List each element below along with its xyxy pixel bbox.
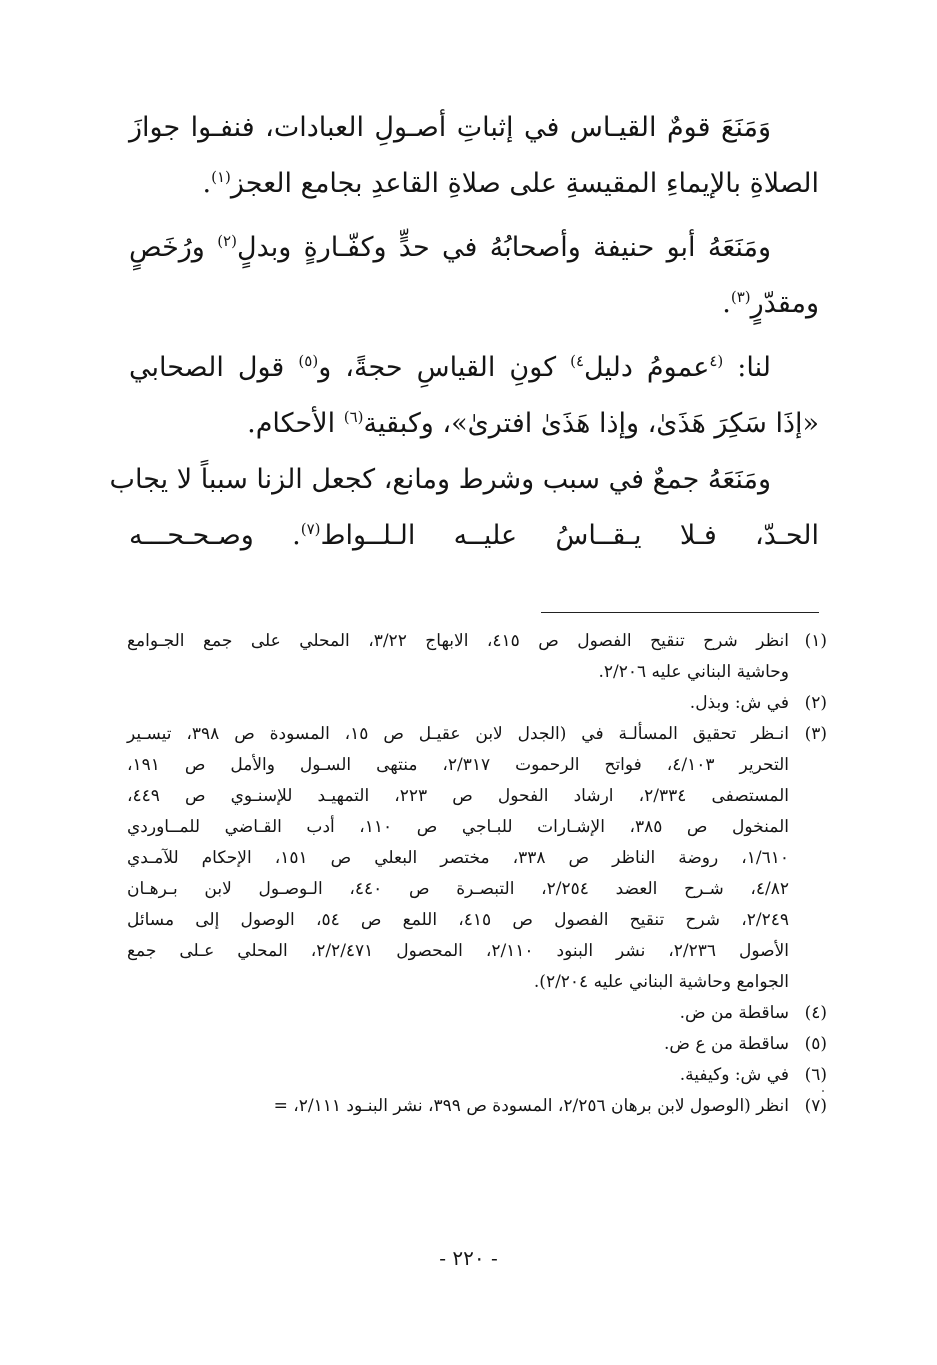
text-run: الحـدّ، فـلا يـقــاسُ عليــه الـلــواط [320, 520, 819, 551]
text-run: . [722, 288, 731, 319]
footnote-ref: (٣) [730, 288, 751, 306]
footnote-text [127, 626, 789, 688]
footnote-line: انـظر تحقيق المسألـة في (الجدل لابن عقيـل ص ١٥، المسودة ص ٣٩٨، تيسـير [127, 724, 789, 744]
footnote [127, 719, 827, 998]
footnote [127, 1060, 827, 1091]
footnote-line: انظر (الوصول لابن برهان ٢/٢٥٦، المسودة ص ٣٩٩، نشر البنـود ٢/١١١، = [273, 1096, 789, 1116]
footnotes [127, 626, 827, 1122]
text-run: . [202, 168, 212, 199]
footnote-text [127, 719, 789, 998]
paragraph-2-line-2 [129, 276, 819, 332]
text-run: الصلاةِ بالإيماءِ المقيسةِ على صلاةِ القاعدِ بجامع العجز [230, 168, 819, 199]
paragraph-1-line-2 [129, 156, 819, 212]
footnote-number: (٣) [804, 724, 827, 744]
footnote-ref: (٤ [709, 352, 724, 370]
text-run: عمومُ دليل [584, 352, 710, 383]
scan-speck [822, 1090, 824, 1092]
footnote-line: في ش: وكيفية. [679, 1065, 789, 1085]
footnote-line: انظر شرح تنقيح الفصول ص ٤١٥، الابهاج ٣/٢٢، المحلي على جمع الجـوامع [127, 631, 789, 651]
paragraph-2-line-1 [129, 220, 819, 276]
paragraph-3-line-2 [129, 396, 819, 452]
footnote-line: ساقطة من ض. [679, 1003, 789, 1023]
footnote-line: الأصول ٢/٢٣٦، نشر البنود ٢/١١٠، المحصول ٢/٢/٤٧١، المحلي عـلى جمع [127, 941, 789, 961]
main-text [109, 100, 819, 564]
footnote-number: (٧) [804, 1096, 827, 1116]
text-run: ومَنَعَهُ جمعٌ في سبب وشرط ومانع، كجعل الزنا سبباً لا يجاب [109, 464, 771, 495]
paragraph-3-line-1 [129, 340, 819, 396]
footnote-text [127, 1060, 789, 1091]
text-run: لنا: [723, 352, 772, 383]
text-run: وَمَنَعَ قومٌ القيـاس في إثباتِ أصـولِ العبادات، فنفـوا جوازَ [129, 112, 771, 143]
page-number: - ٢٢٠ - [439, 1246, 498, 1270]
paragraph-4-line-1 [109, 452, 819, 508]
footnote-line: المنخول ص ٣٨٥، الإشـارات للبـاجي ص ١١٠، أدب القـاضي للمــاوردي [127, 817, 789, 837]
footnote-ref: ٤) [570, 352, 585, 370]
footnote-number: (٢) [804, 693, 827, 713]
footnote-line: في ش: وبذل. [689, 693, 789, 713]
paragraph-1-line-1 [129, 100, 819, 156]
text-run: كونِ القياسِ حجةً، و [318, 352, 571, 383]
footnote-number: (٤) [804, 1003, 827, 1023]
footnote-separator [541, 612, 819, 613]
text-run: . وصـحـحـــه [129, 520, 301, 551]
footnote-line: ١/٦١٠، روضة الناظر ص ٣٣٨، مختصر البعلي ص ١٥١، الإحكام للآمـدي [127, 848, 789, 868]
text-run: «إذَا سَكِرَ هَذَىٰ، وإذا هَذَىٰ افترىٰ»، وكبقية [363, 408, 819, 439]
footnote-line: ٢/٢٤٩، شرح تنقيح الفصول ص ٤١٥، اللمع ص ٥٤، الوصول إلى مسائل [127, 910, 789, 930]
footnote-text [127, 998, 789, 1029]
footnote-line: ٤/٨٢، شـرح العضد ٢/٢٥٤، التبصـرة ص ٤٤٠، الـوصـول لابن بـرهـان [127, 879, 790, 899]
text-run: الأحكام. [247, 408, 344, 439]
footnote-line: الجوامع وحاشية البناني عليه ٢/٢٠٤). [533, 972, 789, 992]
text-run: ومقدّرٍ [750, 288, 819, 319]
footnote-line: التحرير ٤/١٠٣، فواتح الرحموت ٢/٣١٧، منتهى السـول والأمل ص ١٩١، [127, 755, 789, 775]
footnote-number: (٦) [804, 1065, 827, 1085]
footnote-text [127, 688, 789, 719]
footnote-ref: (٢) [217, 232, 237, 250]
footnote-ref: (٥) [298, 352, 319, 370]
text-run: ورُخَصٍ [129, 232, 205, 263]
footnote-ref: (١) [211, 168, 231, 186]
footnote [127, 998, 827, 1029]
text-run: قول الصحابي [129, 352, 299, 383]
footnote-ref: (٦) [343, 408, 364, 426]
footnote-line: المستصفى ٢/٣٣٤، ارشاد الفحول ص ٢٢٣، التمهيـد للإسنـوي ص ٤٤٩، [127, 786, 789, 806]
footnote-line: وحاشية البناني عليه ٢/٢٠٦. [598, 662, 789, 682]
footnote-number: (٥) [804, 1034, 827, 1054]
footnote [127, 1029, 827, 1060]
footnote-number: (١) [804, 631, 827, 651]
text-run: ومَنَعَهُ أبو حنيفة وأصحابُهُ في حدٍّ وكفّـارةٍ وبدلٍ [236, 232, 771, 263]
footnote [127, 1091, 827, 1122]
footnote-text [127, 1091, 789, 1122]
paragraph-4-line-2 [129, 508, 819, 564]
footnote-ref: (٧) [300, 520, 321, 538]
footnote [127, 688, 827, 719]
footnote [127, 626, 827, 688]
footnote-line: ساقطة من ع ض. [664, 1034, 789, 1054]
footnote-text [127, 1029, 789, 1060]
